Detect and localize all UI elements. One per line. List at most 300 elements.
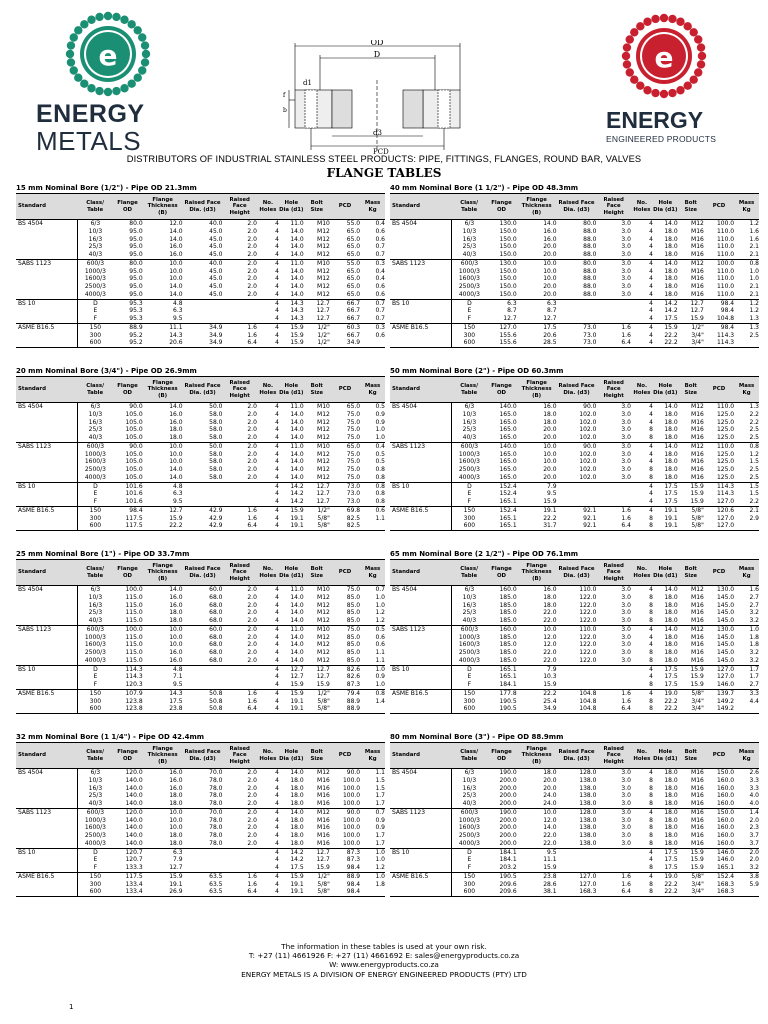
table-cell: M12 [317,243,330,251]
table-cell: 18.0 [664,235,678,243]
table-row [16,474,385,482]
table-cell: M12 [317,769,330,776]
table-row [16,283,385,291]
table-cell: 45.0 [209,267,223,275]
table-row [16,657,385,665]
table-cell: 1.6 [222,689,256,697]
table-cell: 128.0 [557,808,597,816]
table-cell: 145.0 [716,649,735,656]
table-cell: M12 [317,418,330,426]
table-cell: 88.9 [346,697,361,705]
column-header: Raised Face Dia. (d3) [183,560,223,586]
table-cell: 58.0 [209,466,223,473]
table-cell: 160.0 [499,586,517,593]
table-cell: 150 [452,872,486,880]
table-cell: 3.0 [621,617,631,624]
table-cell: 2.0 [247,243,257,251]
table-cell: 300 [463,514,476,522]
table-cell: 4 [649,267,653,275]
table-cell: 75.0 [346,410,361,418]
table-cell: 4 [257,808,279,816]
distributors-line: DISTRIBUTORS OF INDUSTRIAL STAINLESS STEEL PRODUCTS: PIPE, FITTINGS, FLANGES, ROUND BAR, VALVES [126,154,642,164]
table-cell: 105.0 [125,410,143,418]
table-cell: 5.9 [749,880,759,888]
table-cell: 15.9 [279,339,304,347]
table-cell: 123.8 [112,705,142,713]
table-cell: 4 [631,506,653,514]
table-cell: 14.0 [290,283,304,290]
table-cell: 25/3 [88,243,103,251]
table-cell: 102.0 [579,466,597,473]
table-cell: 100.0 [342,839,361,847]
table-cell: 5/8" [678,506,704,514]
table-cell [222,490,256,498]
table-row [390,474,759,482]
table-cell: 6.3 [173,490,183,498]
table-cell: 3.0 [596,625,630,633]
table-cell: 107.9 [112,689,142,697]
column-header: Class/ Table [78,194,112,220]
table-cell: 1600/3 [458,458,480,466]
table-cell: 88.0 [583,251,597,258]
table-cell: 150.0 [499,267,517,275]
table-cell: M16 [691,800,704,807]
table-cell: 600/3 [452,442,486,450]
column-header: Flange Thickness (B) [517,560,557,586]
table-cell: 15.9 [690,856,704,864]
table-cell: 8 [649,434,653,441]
table-cell: 11.1 [143,323,183,331]
column-header: PCD [330,194,360,220]
flange-block [390,366,759,531]
table-cell: 20.0 [543,784,557,792]
table-cell: 104.8 [557,705,597,713]
table-cell: 185.0 [499,649,517,656]
table-cell: 15.9 [690,864,704,871]
table-cell: 4 [649,290,653,298]
table-cell: 18.0 [290,800,304,807]
table-cell: 127.0 [486,323,516,331]
table-cell: 4 [275,864,279,871]
table-cell: 3.2 [749,864,759,871]
column-header: No. Holes [257,377,279,403]
table-cell: 15.9 [543,498,557,505]
table-cell: 18.0 [664,769,678,776]
table-cell: 125.0 [716,410,735,418]
label-b: b [283,107,287,114]
table-cell: 68.0 [209,593,223,601]
table-cell: 190.5 [486,705,516,713]
table-cell [183,665,223,673]
table-cell: 65.0 [346,283,361,290]
table-cell: BS 10 [16,299,78,307]
table-cell [390,673,452,681]
table-cell: 1/2" [317,331,330,339]
table-cell: 75.0 [346,418,361,426]
table-cell: 1000/3 [458,633,480,641]
table-cell: 15.9 [678,665,704,673]
table-cell: 2.0 [247,593,257,601]
table-cell: 3.0 [621,649,631,656]
table-row [390,785,759,793]
table-cell: 16/3 [88,601,103,609]
table-cell: 22.2 [543,514,557,522]
table-cell: M16 [691,251,704,258]
table-cell: 16.0 [169,769,183,776]
column-header: Flange OD [112,194,142,220]
table-cell: 300 [89,697,102,705]
column-header: Bolt Size [678,377,704,403]
table-cell: 115.0 [125,649,143,656]
column-header: Hole Dia (d1) [279,560,304,586]
table-cell: 20.0 [543,466,557,473]
logo-name: ENERGY [606,107,704,133]
table-row [390,403,759,411]
table-cell: 73.0 [583,331,597,339]
column-header: Flange OD [112,743,142,769]
table-cell: 98.4 [720,307,735,315]
table-cell: 78.0 [209,792,223,800]
table-cell: 100.0 [342,784,361,792]
table-cell: 45.0 [209,235,223,243]
table-cell: 185.0 [499,609,517,617]
table-cell: M12 [317,275,330,283]
table-cell [16,888,78,896]
table-cell: 4000/3 [458,290,480,298]
table-cell: 125.0 [716,418,735,426]
table-row [390,315,759,323]
table-cell: M12 [691,403,704,410]
table-cell: 90.0 [346,769,361,776]
table-cell: 4 [275,633,279,641]
table-cell: 85.0 [346,656,361,664]
table-cell: 18.0 [664,466,678,473]
table-cell: 14.0 [169,466,183,473]
table-cell: 58.0 [209,473,223,481]
table-cell: 3.0 [621,410,631,418]
column-header: Hole Dia (d1) [279,743,304,769]
table-cell: 79.4 [330,689,360,697]
table-cell: 140.0 [125,800,143,807]
table-row [16,698,385,706]
table-cell: F [467,864,472,871]
table-cell: F [93,864,98,871]
table-cell: 90.0 [583,403,597,410]
table-cell: 200.0 [499,816,517,824]
table-cell: 4 [275,283,279,290]
table-cell: 4.4 [749,697,759,705]
table-cell: 19.1 [653,522,678,530]
table-cell: 16/3 [462,235,477,243]
column-header: Raised Face Height [596,560,630,586]
table-cell: M10 [317,220,330,227]
column-header: Raised Face Height [222,560,256,586]
table-cell: SABS 1123 [390,625,452,633]
table-cell: 165.1 [716,864,735,871]
table-cell: 25.4 [543,697,557,705]
table-cell: 15.9 [690,490,704,498]
table-cell [596,681,630,689]
table-cell: 150.0 [704,808,734,816]
table-cell: 15.9 [279,506,304,514]
table-cell: 25/3 [462,426,477,434]
table-cell [390,283,452,291]
table-cell: 3/4" [678,339,704,347]
table-cell: 105.0 [125,434,143,441]
flange-block [16,366,385,531]
table-cell: M12 [317,426,330,434]
table-cell: ASME B16.5 [390,506,452,514]
table-cell: 1.6 [222,506,256,514]
table-cell [390,657,452,665]
table-cell: 65.0 [346,290,361,298]
table-cell: 4 [275,418,279,426]
table-cell: 1.2 [375,864,385,871]
table-cell: 1.1 [375,656,385,664]
table-cell: 75.0 [346,450,361,458]
table-cell: 4000/3 [84,839,106,847]
table-cell: 2.0 [247,776,257,784]
flange-table [390,193,759,348]
table-cell: 78.0 [209,824,223,832]
table-cell: 2.7 [749,593,759,601]
table-row [390,617,759,625]
table-cell: 300 [463,331,476,339]
table-cell: 2.0 [734,848,759,856]
table-cell: 40/3 [88,800,103,807]
table-cell: SABS 1123 [390,808,452,816]
table-cell: 102.0 [579,473,597,481]
table-cell: 18.0 [664,776,678,784]
table-row [390,888,759,896]
table-cell: 105.0 [125,458,143,466]
table-cell: 4 [257,522,279,530]
table-cell: 1.4 [734,808,759,816]
table-cell: 10.0 [543,267,557,275]
table-cell: 16.0 [169,251,183,258]
table-cell: 34.9 [183,339,223,347]
table-cell: 152.4 [499,490,517,498]
table-cell: M16 [691,243,704,251]
table-cell: M16 [691,418,704,426]
table-cell: M16 [691,601,704,609]
table-cell [390,864,452,872]
table-row [390,458,759,466]
table-cell [222,673,256,681]
table-cell: M16 [691,784,704,792]
table-cell: 17.5 [653,482,678,490]
table-cell [16,649,78,657]
table-row [16,785,385,793]
table-cell: 18.0 [664,426,678,434]
table-cell: 9.5 [517,848,557,856]
table-cell: 20.0 [543,251,557,258]
table-cell: 15.9 [653,323,678,331]
table-cell [390,332,452,340]
table-cell [16,785,78,793]
table-cell: 100.0 [342,776,361,784]
table-cell: 16.0 [169,243,183,251]
table-cell: 1600/3 [84,275,106,283]
table-cell: 2.0 [247,434,257,441]
table-cell: 10/3 [462,227,477,235]
table-cell: 16.0 [543,403,557,410]
label-d1: d1 [303,79,312,87]
table-cell: 4.0 [749,792,759,800]
table-cell [16,602,78,610]
table-cell: 117.5 [112,872,142,880]
table-cell: 7.9 [517,482,557,490]
table-cell: 18.0 [664,832,678,839]
table-cell: 2.5 [749,331,759,339]
table-cell: 1.6 [621,880,631,888]
table-cell: 115.0 [125,641,143,649]
table-cell: 4 [649,331,653,339]
table-cell: 150 [78,689,112,697]
flange-block [390,549,759,714]
table-cell: 16.0 [169,776,183,784]
table-cell [390,315,452,323]
table-row [16,259,385,267]
table-cell: 149.2 [716,697,735,705]
table-cell: 4 [275,681,279,688]
column-header: Flange OD [112,560,142,586]
table-cell: 0.6 [375,227,385,235]
table-cell: 12.7 [304,482,330,490]
table-cell: M16 [691,617,704,624]
table-cell: 2.2 [749,418,759,426]
table-cell: 12.0 [543,816,557,824]
table-cell: 1.7 [749,673,759,681]
table-cell: 12.0 [543,633,557,641]
table-cell: 600/3 [78,442,112,450]
table-cell: 160.0 [716,776,735,784]
table-cell [596,856,630,864]
table-cell: 14.0 [290,410,304,418]
table-cell: 1/2" [304,689,330,697]
table-cell: 100.0 [125,586,143,593]
table-cell: 1000/3 [458,816,480,824]
table-row [16,634,385,642]
table-cell: 8 [649,824,653,832]
table-cell [16,705,78,713]
table-cell: 200.0 [499,824,517,832]
table-cell: 18.0 [169,839,183,847]
table-cell: 17.5 [290,864,304,871]
table-cell: 120.0 [112,808,142,816]
table-cell: 18.0 [664,434,678,441]
table-cell: 14.3 [279,299,304,307]
table-cell: 10/3 [462,776,477,784]
table-cell: 4 [275,473,279,481]
table-cell: 95.0 [129,283,143,290]
table-cell [16,634,78,642]
table-cell: 1.6 [621,514,631,522]
table-cell: 3.0 [621,243,631,251]
table-cell: 60.3 [330,323,360,331]
table-cell: 152.4 [704,872,734,880]
table-cell [16,332,78,340]
table-cell: 3.0 [621,824,631,832]
table-cell: 88.0 [583,290,597,298]
table-cell: 18.0 [290,776,304,784]
table-cell: 14.3 [143,689,183,697]
footer-disclaimer: The information in these tables is used at your own risk. [281,942,487,951]
table-cell: 8 [649,816,653,824]
table-cell: 4 [275,656,279,664]
table-cell: 18.0 [664,601,678,609]
table-cell: 0.6 [375,331,385,339]
table-cell: 1.8 [375,880,385,888]
table-cell: M12 [691,586,704,593]
table-cell: 14.0 [290,418,304,426]
table-cell: 9.5 [173,315,183,322]
table-cell: 200.0 [499,776,517,784]
table-cell: 1.5 [749,458,759,466]
table-row [390,800,759,808]
table-cell: 140.0 [125,832,143,839]
table-cell: 120.7 [125,856,143,864]
table-row [16,856,385,864]
table-cell [16,777,78,785]
table-cell [596,299,630,307]
table-row [390,251,759,259]
table-cell: 139.7 [704,689,734,697]
table-cell: 4 [275,410,279,418]
column-header: PCD [704,377,734,403]
table-cell: 4 [275,856,279,864]
table-cell: 18.0 [664,418,678,426]
table-cell: 25/3 [462,792,477,800]
table-row [16,323,385,331]
table-cell: 10/3 [88,227,103,235]
table-cell: 20.0 [543,283,557,290]
table-cell: 1.6 [247,697,257,705]
table-cell: 87.3 [346,681,361,688]
table-cell: 8 [649,776,653,784]
table-cell: 18.0 [664,243,678,251]
table-cell: 12.7 [503,315,517,322]
column-header: Raised Face Height [222,194,256,220]
table-cell [183,848,223,856]
table-cell: 3.7 [749,832,759,839]
table-cell: 140.0 [125,816,143,824]
table-cell [16,515,78,523]
table-cell: 14.0 [169,235,183,243]
table-cell: 17.5 [664,864,678,871]
table-cell: 2.0 [247,800,257,807]
table-cell: 12.7 [316,315,330,322]
table-cell: M12 [317,458,330,466]
table-row [390,681,759,689]
table-cell: 92.1 [557,522,597,530]
table-cell: 16.0 [169,418,183,426]
table-cell: 15.9 [678,482,704,490]
table-cell [390,275,452,283]
table-cell: 3.0 [621,267,631,275]
table-cell: 1.2 [749,307,759,315]
column-header: Hole Dia (d1) [279,377,304,403]
table-cell: F [93,498,98,505]
table-cell: 14.0 [290,243,304,251]
table-cell: 65.0 [346,267,361,275]
table-cell: 17.5 [664,681,678,688]
table-cell: 14.0 [653,259,678,267]
table-cell: 20.0 [543,290,557,298]
column-header: Class/ Table [78,743,112,769]
table-cell: 16.0 [169,601,183,609]
table-cell: 75.0 [346,426,361,434]
